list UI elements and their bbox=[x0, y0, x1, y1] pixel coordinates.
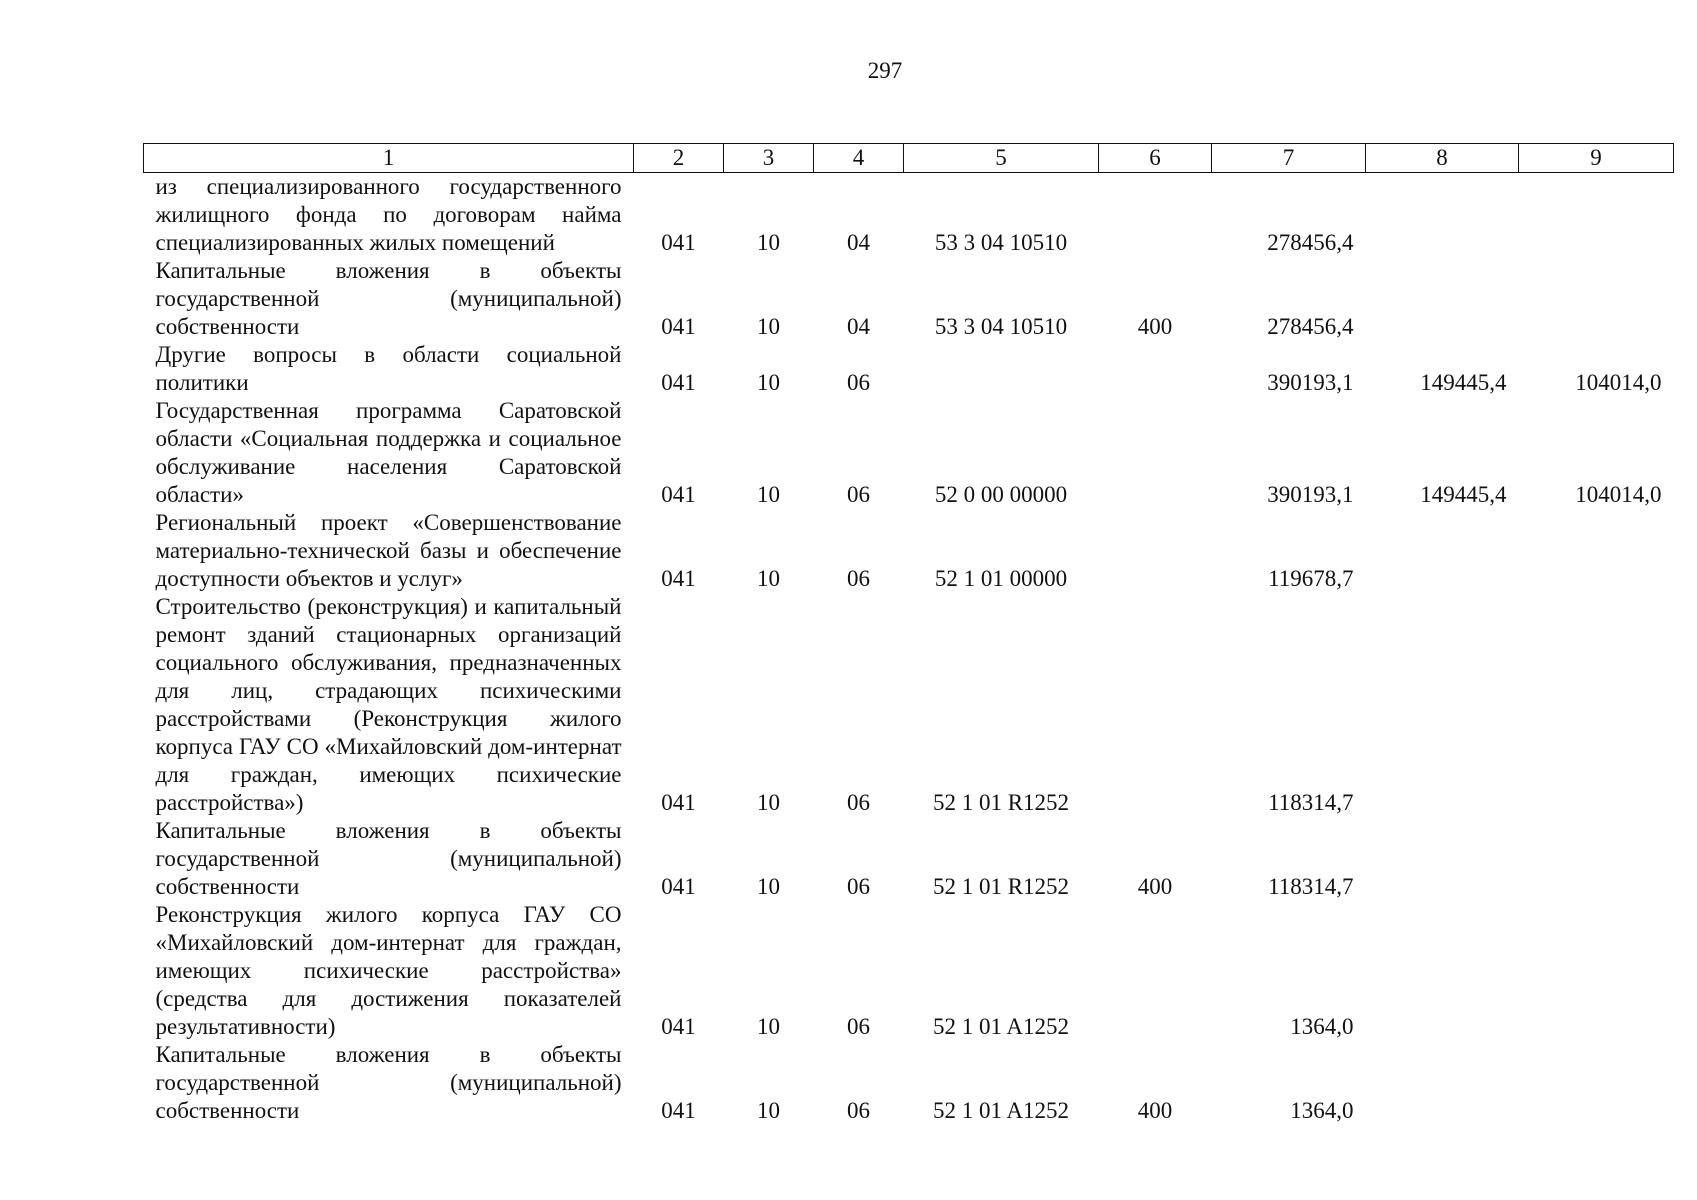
row-col8-cell: 149445,4 bbox=[1420, 482, 1507, 507]
row-col7-cell: 278456,4 bbox=[1267, 314, 1354, 339]
row-col3-cell: 10 bbox=[757, 482, 780, 507]
row-name-cell: Строительство (реконструкция) и капитальный ремонт зданий стационарных организаций социального обслуживания, предназначенных для лиц, страдающих психическими расстройствами (Реконструкция жилого корпуса ГАУ СО «Михайловский дом-интернат для граждан, имеющих психические расстройства») bbox=[155, 594, 622, 815]
row-col5-cell: 53 3 04 10510 bbox=[934, 230, 1068, 255]
row-col2-cell: 041 bbox=[661, 874, 696, 899]
table-row bbox=[144, 901, 1674, 1041]
row-col4-cell: 04 bbox=[847, 230, 870, 255]
row-col6-cell: 400 bbox=[1137, 314, 1173, 339]
row-col2-cell: 041 bbox=[661, 370, 696, 395]
row-col3-cell: 10 bbox=[757, 1014, 780, 1039]
table-row bbox=[144, 817, 1674, 901]
table-row bbox=[144, 397, 1674, 509]
row-col6-cell bbox=[1099, 901, 1212, 1041]
row-col3-cell: 10 bbox=[757, 874, 780, 899]
row-col4-cell: 06 bbox=[847, 1014, 870, 1039]
row-col4-cell: 04 bbox=[847, 314, 870, 339]
header-col-2: 2 bbox=[634, 144, 724, 173]
row-col4-cell: 06 bbox=[847, 482, 870, 507]
row-col6-cell: 400 bbox=[1137, 1098, 1173, 1123]
row-name-cell: из специализированного государственного жилищного фонда по договорам найма специализированных жилых помещений bbox=[155, 174, 622, 255]
row-col9-cell bbox=[1519, 817, 1674, 901]
budget-table bbox=[143, 143, 1674, 1125]
table-row bbox=[144, 509, 1674, 593]
row-col2-cell: 041 bbox=[661, 566, 696, 591]
row-col7-cell: 1364,0 bbox=[1290, 1098, 1354, 1123]
row-name-cell: Капитальные вложения в объекты государственной (муниципальной) собственности bbox=[155, 1042, 622, 1123]
row-col4-cell: 06 bbox=[847, 790, 870, 815]
row-col9-cell: 104014,0 bbox=[1575, 482, 1662, 507]
row-col5-cell: 53 3 04 10510 bbox=[934, 314, 1068, 339]
row-col2-cell: 041 bbox=[661, 1014, 696, 1039]
row-col4-cell: 06 bbox=[847, 566, 870, 591]
header-col-7: 7 bbox=[1212, 144, 1366, 173]
row-col5-cell: 52 1 01 A1252 bbox=[932, 1014, 1070, 1039]
table-row bbox=[144, 341, 1674, 397]
row-col5-cell: 52 0 00 00000 bbox=[934, 482, 1068, 507]
page-number: 297 bbox=[867, 58, 903, 83]
table-row bbox=[144, 257, 1674, 341]
row-col3-cell: 10 bbox=[757, 370, 780, 395]
row-col4-cell: 06 bbox=[847, 874, 870, 899]
row-col7-cell: 390193,1 bbox=[1267, 370, 1354, 395]
row-col7-cell: 118314,7 bbox=[1268, 790, 1354, 815]
row-col7-cell: 278456,4 bbox=[1267, 230, 1354, 255]
row-col4-cell: 06 bbox=[847, 370, 870, 395]
row-col3-cell: 10 bbox=[757, 790, 780, 815]
header-col-1: 1 bbox=[144, 144, 634, 173]
header-col-3: 3 bbox=[724, 144, 814, 173]
row-name-cell: Региональный проект «Совершенствование материально-технической базы и обеспечение доступности объектов и услуг» bbox=[155, 510, 622, 591]
row-col3-cell: 10 bbox=[757, 314, 780, 339]
row-col6-cell bbox=[1099, 593, 1212, 817]
row-col2-cell: 041 bbox=[661, 230, 696, 255]
header-col-4: 4 bbox=[814, 144, 904, 173]
row-col9-cell bbox=[1519, 257, 1674, 341]
row-col6-cell: 400 bbox=[1137, 874, 1173, 899]
row-col9-cell: 104014,0 bbox=[1575, 370, 1662, 395]
row-col5-cell: 52 1 01 R1252 bbox=[932, 874, 1070, 899]
row-col5-cell: 52 1 01 R1252 bbox=[932, 790, 1070, 815]
row-col4-cell: 06 bbox=[847, 1098, 870, 1123]
header-col-5: 5 bbox=[904, 144, 1099, 173]
row-col3-cell: 10 bbox=[757, 230, 780, 255]
row-col6-cell bbox=[1099, 173, 1212, 258]
row-col9-cell bbox=[1519, 509, 1674, 593]
row-col9-cell bbox=[1519, 173, 1674, 258]
row-col5-cell bbox=[904, 341, 1099, 397]
header-col-6: 6 bbox=[1099, 144, 1212, 173]
row-col2-cell: 041 bbox=[661, 790, 696, 815]
row-col8-cell bbox=[1366, 817, 1519, 901]
row-col3-cell: 10 bbox=[757, 1098, 780, 1123]
row-col2-cell: 041 bbox=[661, 1098, 696, 1123]
row-col3-cell: 10 bbox=[757, 566, 780, 591]
row-col8-cell bbox=[1366, 1041, 1519, 1125]
header-col-8: 8 bbox=[1366, 144, 1519, 173]
row-col5-cell: 52 1 01 A1252 bbox=[932, 1098, 1070, 1123]
row-col8-cell bbox=[1366, 257, 1519, 341]
table-body bbox=[144, 173, 1674, 1126]
table-row bbox=[144, 173, 1674, 258]
row-col7-cell: 1364,0 bbox=[1290, 1014, 1354, 1039]
row-col6-cell bbox=[1099, 341, 1212, 397]
row-col8-cell bbox=[1366, 901, 1519, 1041]
row-col5-cell: 52 1 01 00000 bbox=[934, 566, 1068, 591]
row-col6-cell bbox=[1099, 397, 1212, 509]
row-col9-cell bbox=[1519, 901, 1674, 1041]
header-row bbox=[144, 144, 1674, 173]
row-name-cell: Реконструкция жилого корпуса ГАУ СО «Михайловский дом-интернат для граждан, имеющих психические расстройства» (средства для достижения показателей результативности) bbox=[155, 902, 622, 1039]
row-col8-cell: 149445,4 bbox=[1420, 370, 1507, 395]
row-name-cell: Другие вопросы в области социальной политики bbox=[155, 342, 622, 395]
row-col8-cell bbox=[1366, 593, 1519, 817]
table-header bbox=[144, 144, 1674, 173]
row-name-cell: Капитальные вложения в объекты государственной (муниципальной) собственности bbox=[155, 818, 622, 899]
row-col9-cell bbox=[1519, 1041, 1674, 1125]
row-name-cell: Капитальные вложения в объекты государственной (муниципальной) собственности bbox=[155, 258, 622, 339]
row-col7-cell: 119678,7 bbox=[1268, 566, 1354, 591]
row-name-cell: Государственная программа Саратовской области «Социальная поддержка и социальное обслуживание населения Саратовской области» bbox=[155, 398, 622, 507]
table-row bbox=[144, 1041, 1674, 1125]
header-col-9: 9 bbox=[1519, 144, 1674, 173]
row-col9-cell bbox=[1519, 593, 1674, 817]
table-row bbox=[144, 593, 1674, 817]
row-col8-cell bbox=[1366, 173, 1519, 258]
row-col7-cell: 118314,7 bbox=[1268, 874, 1354, 899]
row-col7-cell: 390193,1 bbox=[1267, 482, 1354, 507]
row-col2-cell: 041 bbox=[661, 482, 696, 507]
row-col6-cell bbox=[1099, 509, 1212, 593]
row-col8-cell bbox=[1366, 509, 1519, 593]
row-col2-cell: 041 bbox=[661, 314, 696, 339]
